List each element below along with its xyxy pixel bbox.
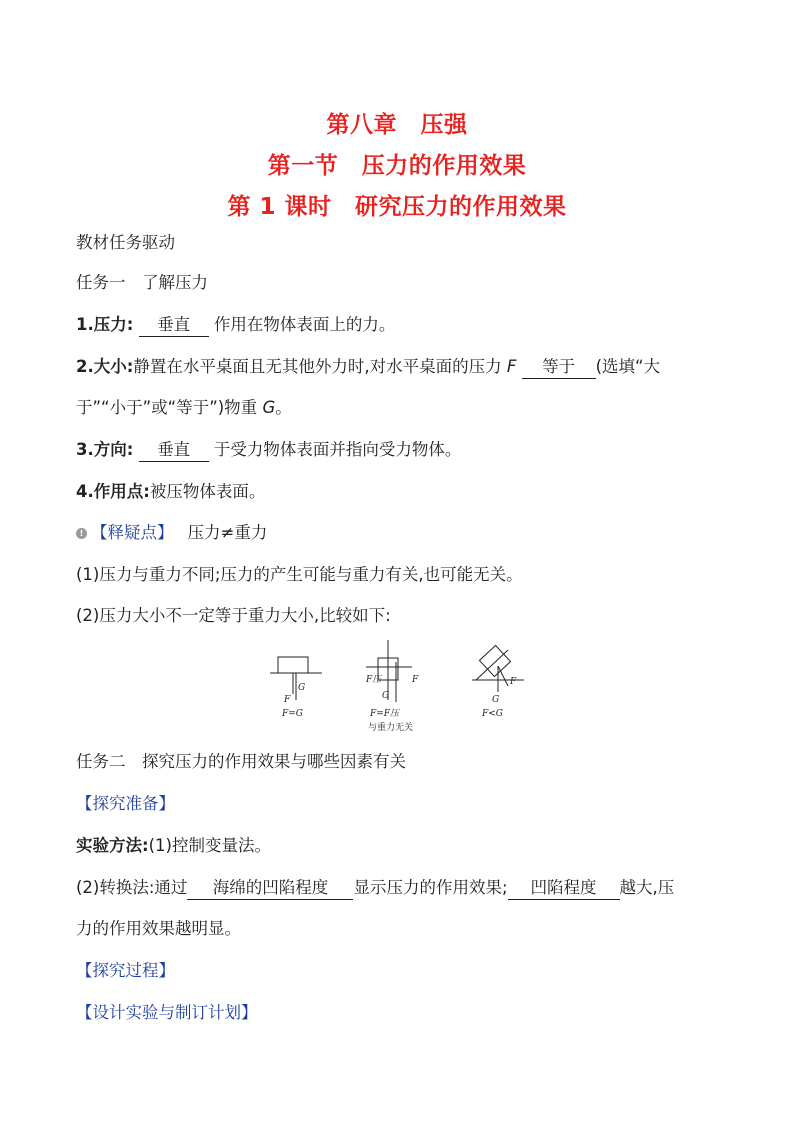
- prep-heading: 【探究准备】: [76, 794, 175, 813]
- caption-b2: 与重力无关: [368, 723, 414, 733]
- clarify-bracket: 【释疑点】: [91, 523, 174, 542]
- point-2: [76, 356, 726, 379]
- design-heading: 【设计实验与制订计划】: [76, 1003, 258, 1022]
- p2-label: 2.大小:: [76, 357, 134, 376]
- point-3: [76, 439, 726, 462]
- p2-text: 静置在水平桌面且无其他外力时,对水平桌面的压力: [133, 357, 507, 376]
- p3-text: 于受力物体表面并指向受力物体。: [213, 440, 462, 459]
- info-bullet-icon: !: [76, 528, 87, 539]
- point-2-continued: [76, 397, 726, 419]
- p3-answer-blank: 垂直: [139, 439, 209, 462]
- m2-answer-blank-1: 海绵的凹陷程度: [187, 877, 353, 900]
- caption-c: F<G: [482, 709, 503, 719]
- p1-answer-blank: 垂直: [139, 314, 209, 337]
- method-2-continued: 力的作用效果越明显。: [76, 919, 241, 938]
- label-g-c: G: [492, 695, 500, 705]
- p2-answer-blank: 等于: [522, 356, 596, 379]
- clarify-row: [76, 522, 726, 544]
- p4-label: 4.作用点:: [76, 482, 150, 501]
- chapter-title: 第八章 压强: [326, 112, 468, 138]
- task1-heading: 任务一 了解压力: [76, 273, 208, 292]
- section-title: 第一节 压力的作用效果: [267, 153, 527, 179]
- clarify-point-2: (2)压力大小不一定等于重力大小,比较如下:: [76, 606, 391, 625]
- m2-text-3: 越大,压: [619, 878, 675, 897]
- task2-heading: 任务二 探究压力的作用效果与哪些因素有关: [76, 752, 406, 771]
- point-4: [76, 481, 726, 503]
- method-label: 实验方法:: [76, 836, 149, 855]
- p2-variable-g: G: [262, 398, 276, 417]
- lesson-title: 第 1 课时 研究压力的作用效果: [227, 194, 567, 220]
- clarify-text: 压力≠重力: [187, 523, 268, 542]
- label-g-a: G: [298, 683, 306, 693]
- method-text: (1)控制变量法。: [148, 836, 271, 855]
- heading-text: 教材任务驱动: [76, 233, 175, 252]
- label-f-b: F: [412, 675, 419, 685]
- p1-label: 1.压力:: [76, 315, 134, 334]
- p2-cont-text: 于”“小于”或“等于”)物重: [76, 398, 263, 417]
- p2-end: 。: [275, 398, 292, 417]
- p3-label: 3.方向:: [76, 440, 134, 459]
- m2-answer-blank-2: 凹陷程度: [508, 877, 620, 900]
- force-comparison-figure: [262, 640, 532, 740]
- p2-variable-f: F: [506, 357, 517, 376]
- method-row: [76, 835, 726, 857]
- p2-text-options: (选填“大: [595, 357, 661, 376]
- p4-text: 被压物体表面。: [149, 482, 266, 501]
- process-heading: 【探究过程】: [76, 961, 175, 980]
- caption-b1: F=F压: [370, 709, 400, 719]
- label-f-a: F: [284, 695, 291, 705]
- label-fpress-b: F压: [366, 675, 382, 685]
- block-a: [278, 657, 308, 673]
- m2-text-1: (2)转换法:通过: [76, 878, 188, 897]
- caption-a: F=G: [282, 709, 303, 719]
- label-f-c: F: [510, 677, 517, 687]
- m2-text-2: 显示压力的作用效果;: [353, 878, 508, 897]
- p1-text: 作用在物体表面上的力。: [213, 315, 396, 334]
- point-1: [76, 314, 726, 337]
- clarify-point-1: (1)压力与重力不同;压力的产生可能与重力有关,也可能无关。: [76, 565, 523, 584]
- label-g-b: G: [382, 691, 390, 701]
- method-2-row: [76, 877, 726, 900]
